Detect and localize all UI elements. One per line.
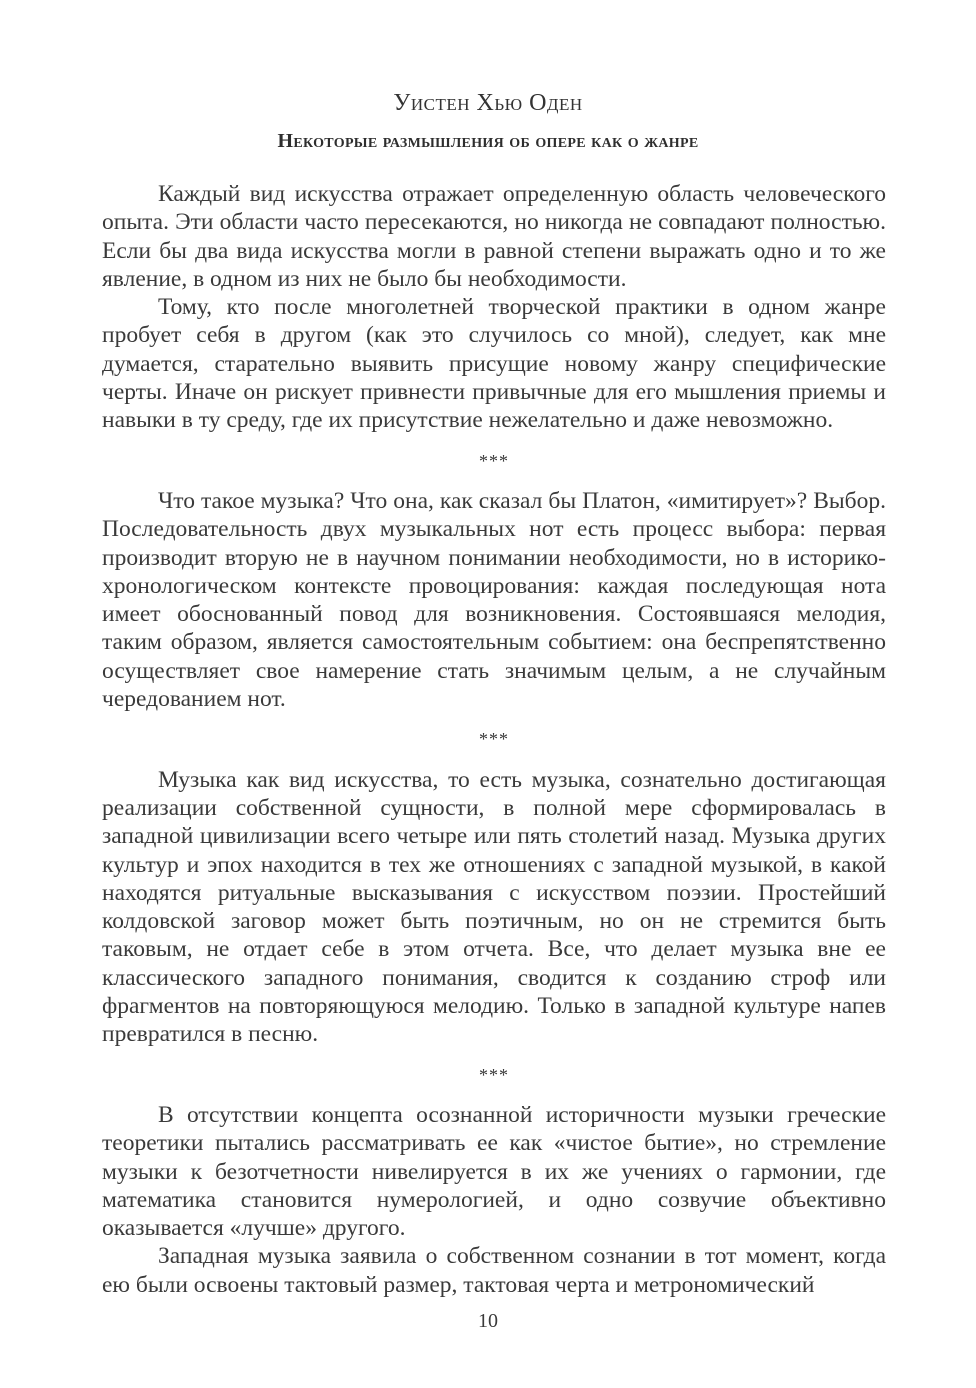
section-separator: *** [479,1064,509,1085]
author-name: Уистен Хью Оден [393,90,583,116]
paragraph: Западная музыка заявила о собственном сознании в тот момент, когда ею были освоены тактовый размер, тактовая черта и метрономический [102,1243,886,1298]
section-separator: *** [479,450,509,471]
essay-title: Некоторые размышления об опере как о жанре [277,130,699,152]
paragraph: Каждый вид искусства отражает определенную область человеческого опыта. Эти области часто пересекаются, но никогда не совпадают полностью. Если бы два вида искусства могли в равной степени выражать одно и то же явление, в одном из них не было бы необходимости. [102,181,886,292]
page-number: 10 [478,1310,498,1332]
paragraph: В отсутствии концепта осознанной историчности музыки греческие теоретики пытались рассматривать ее как «чистое бытие», но стремление музыки к безотчетности нивелируется в их же учениях о гармонии, где математика становится нумерологией, и одно созвучие объективно оказывается «лучше» другого. [102,1101,886,1242]
section-separator: *** [479,729,509,750]
essay-body [102,180,886,1299]
paragraph: Музыка как вид искусства, то есть музыка, сознательно достигающая реализации собственной сущности, в полной мере сформировалась в западной цивилизации всего четыре или пять столетий назад. Музыка других культур и эпох находится в тех же отношениях с западной музыкой, в какой находятся ритуальные высказывания с искусством поэзии. Простейший колдовской заговор может быть поэтичным, но он не стремится быть таковым, не отдает себе в этом отчета. Все, что делает музыка вне ее классического западного понимания, сводится к созданию строф или фрагментов на повторяющуюся мелодию. Только в западной культуре напев превратился в песню. [102,766,886,1048]
paragraph: Что такое музыка? Что она, как сказал бы Платон, «имитирует»? Выбор. Последовательность двух музыкальных нот есть процесс выбора: первая производит вторую не в научном понимании необходимости, но в историко-хронологическом контексте провоцирования: каждая последующая нота имеет обоснованный повод для возникновения. Состоявшаяся мелодия, таким образом, является самостоятельным событием: она беспрепятственно осуществляет свое намерение стать значимым целым, а не случайным чередованием нот. [102,487,886,713]
paragraph: Тому, кто после многолетней творческой практики в одном жанре пробует себя в другом (как это случилось со мной), следует, как мне думается, старательно выявить присущие новому жанру специфические черты. Иначе он рискует привнести привычные для его мышления приемы и навыки в ту среду, где их присутствие нежелательно и даже невозможно. [102,294,886,434]
